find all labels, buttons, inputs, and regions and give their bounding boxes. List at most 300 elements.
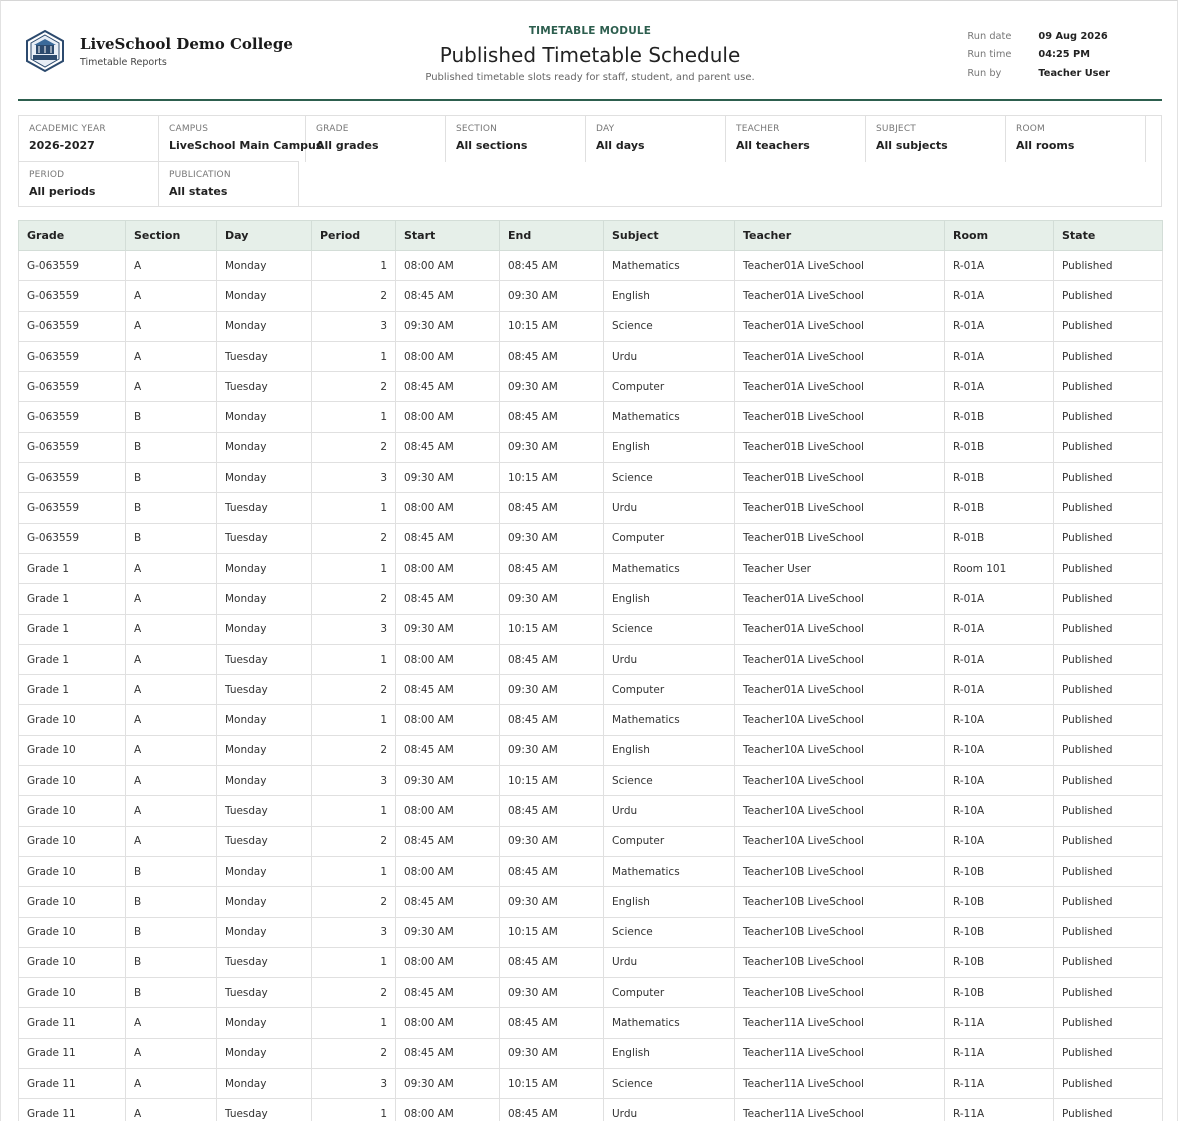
cell-teacher: Teacher10A LiveSchool — [735, 766, 945, 796]
cell-state: Published — [1054, 887, 1163, 917]
cell-period: 2 — [312, 584, 396, 614]
cell-day: Monday — [217, 553, 312, 583]
cell-room: R-01A — [945, 251, 1054, 281]
cell-start: 08:45 AM — [396, 372, 500, 402]
cell-subject: Science — [604, 614, 735, 644]
cell-state: Published — [1054, 1099, 1163, 1121]
cell-day: Monday — [217, 917, 312, 947]
cell-end: 08:45 AM — [500, 856, 604, 886]
cell-room: R-11A — [945, 1069, 1054, 1099]
cell-grade: G-063559 — [19, 432, 126, 462]
cell-section: B — [126, 402, 217, 432]
cell-start: 08:00 AM — [396, 644, 500, 674]
column-header-teacher: Teacher — [735, 221, 945, 251]
cell-day: Monday — [217, 311, 312, 341]
cell-state: Published — [1054, 372, 1163, 402]
cell-grade: G-063559 — [19, 493, 126, 523]
cell-section: A — [126, 584, 217, 614]
cell-grade: G-063559 — [19, 341, 126, 371]
cell-teacher: Teacher10B LiveSchool — [735, 917, 945, 947]
cell-day: Monday — [217, 432, 312, 462]
cell-state: Published — [1054, 251, 1163, 281]
cell-state: Published — [1054, 1008, 1163, 1038]
cell-start: 09:30 AM — [396, 311, 500, 341]
filter-label: PERIOD — [29, 170, 65, 180]
cell-state: Published — [1054, 281, 1163, 311]
cell-state: Published — [1054, 402, 1163, 432]
cell-section: A — [126, 1008, 217, 1038]
cell-teacher: Teacher10A LiveSchool — [735, 735, 945, 765]
column-header-state: State — [1054, 221, 1163, 251]
cell-period: 2 — [312, 432, 396, 462]
cell-room: Room 101 — [945, 553, 1054, 583]
cell-period: 2 — [312, 735, 396, 765]
cell-day: Tuesday — [217, 341, 312, 371]
cell-grade: G-063559 — [19, 251, 126, 281]
cell-start: 08:00 AM — [396, 796, 500, 826]
column-header-section: Section — [126, 221, 217, 251]
cell-period: 1 — [312, 796, 396, 826]
cell-grade: Grade 10 — [19, 917, 126, 947]
cell-room: R-01B — [945, 432, 1054, 462]
cell-section: A — [126, 735, 217, 765]
cell-day: Tuesday — [217, 675, 312, 705]
cell-subject: English — [604, 281, 735, 311]
cell-grade: Grade 11 — [19, 1008, 126, 1038]
cell-period: 3 — [312, 311, 396, 341]
cell-section: A — [126, 1069, 217, 1099]
cell-start: 08:00 AM — [396, 341, 500, 371]
cell-end: 08:45 AM — [500, 644, 604, 674]
cell-day: Monday — [217, 614, 312, 644]
cell-end: 09:30 AM — [500, 372, 604, 402]
cell-grade: G-063559 — [19, 463, 126, 493]
cell-end: 09:30 AM — [500, 826, 604, 856]
cell-subject: English — [604, 735, 735, 765]
table-row — [19, 675, 1163, 705]
table-row — [19, 251, 1163, 281]
cell-day: Monday — [217, 251, 312, 281]
cell-room: R-10A — [945, 826, 1054, 856]
filter-value: All rooms — [1016, 139, 1075, 152]
cell-section: B — [126, 856, 217, 886]
cell-state: Published — [1054, 735, 1163, 765]
cell-grade: G-063559 — [19, 311, 126, 341]
filter-value: 2026-2027 — [29, 139, 95, 152]
cell-day: Tuesday — [217, 978, 312, 1008]
cell-teacher: Teacher01B LiveSchool — [735, 432, 945, 462]
cell-day: Monday — [217, 856, 312, 886]
filter-room — [1006, 116, 1146, 162]
cell-teacher: Teacher User — [735, 553, 945, 583]
column-header-room: Room — [945, 221, 1054, 251]
cell-grade: Grade 1 — [19, 584, 126, 614]
cell-teacher: Teacher10A LiveSchool — [735, 826, 945, 856]
filter-period — [19, 161, 159, 207]
cell-period: 1 — [312, 947, 396, 977]
table-row — [19, 1099, 1163, 1121]
module-label: TIMETABLE MODULE — [528, 25, 652, 37]
cell-teacher: Teacher10A LiveSchool — [735, 796, 945, 826]
college-name: LiveSchool Demo College — [80, 34, 293, 53]
cell-end: 08:45 AM — [500, 402, 604, 432]
cell-end: 10:15 AM — [500, 917, 604, 947]
cell-teacher: Teacher01B LiveSchool — [735, 463, 945, 493]
cell-room: R-01A — [945, 675, 1054, 705]
cell-grade: G-063559 — [19, 281, 126, 311]
cell-day: Tuesday — [217, 493, 312, 523]
cell-teacher: Teacher01B LiveSchool — [735, 493, 945, 523]
filter-value: All grades — [316, 139, 379, 152]
cell-start: 08:45 AM — [396, 432, 500, 462]
cell-period: 2 — [312, 281, 396, 311]
cell-teacher: Teacher01A LiveSchool — [735, 584, 945, 614]
table-row — [19, 917, 1163, 947]
cell-start: 08:00 AM — [396, 705, 500, 735]
cell-day: Tuesday — [217, 523, 312, 553]
cell-end: 08:45 AM — [500, 705, 604, 735]
cell-subject: English — [604, 432, 735, 462]
cell-section: A — [126, 614, 217, 644]
table-row — [19, 432, 1163, 462]
cell-teacher: Teacher01A LiveSchool — [735, 341, 945, 371]
cell-section: A — [126, 675, 217, 705]
table-row — [19, 463, 1163, 493]
cell-end: 08:45 AM — [500, 341, 604, 371]
cell-end: 09:30 AM — [500, 887, 604, 917]
cell-section: B — [126, 523, 217, 553]
run-date-value: 09 Aug 2026 — [1038, 30, 1108, 42]
cell-end: 10:15 AM — [500, 766, 604, 796]
cell-teacher: Teacher01B LiveSchool — [735, 523, 945, 553]
cell-state: Published — [1054, 978, 1163, 1008]
cell-end: 09:30 AM — [500, 523, 604, 553]
cell-room: R-10A — [945, 766, 1054, 796]
cell-state: Published — [1054, 796, 1163, 826]
cell-teacher: Teacher10B LiveSchool — [735, 887, 945, 917]
cell-start: 09:30 AM — [396, 614, 500, 644]
table-row — [19, 826, 1163, 856]
column-header-end: End — [500, 221, 604, 251]
cell-teacher: Teacher10A LiveSchool — [735, 705, 945, 735]
cell-start: 08:45 AM — [396, 281, 500, 311]
cell-period: 2 — [312, 1038, 396, 1068]
table-row — [19, 947, 1163, 977]
filter-subject — [866, 116, 1006, 162]
cell-section: A — [126, 705, 217, 735]
cell-subject: Urdu — [604, 493, 735, 523]
cell-state: Published — [1054, 1069, 1163, 1099]
cell-teacher: Teacher11A LiveSchool — [735, 1069, 945, 1099]
cell-period: 1 — [312, 1008, 396, 1038]
cell-day: Monday — [217, 705, 312, 735]
cell-room: R-11A — [945, 1038, 1054, 1068]
filter-campus — [159, 116, 323, 162]
cell-state: Published — [1054, 311, 1163, 341]
cell-teacher: Teacher01A LiveSchool — [735, 281, 945, 311]
filter-academic-year — [19, 116, 159, 162]
table-row — [19, 402, 1163, 432]
table-row — [19, 523, 1163, 553]
filter-label: DAY — [596, 124, 615, 134]
cell-teacher: Teacher01A LiveSchool — [735, 311, 945, 341]
cell-period: 2 — [312, 675, 396, 705]
cell-grade: Grade 1 — [19, 675, 126, 705]
cell-section: B — [126, 493, 217, 523]
filter-value: All sections — [456, 139, 528, 152]
cell-room: R-10A — [945, 796, 1054, 826]
cell-period: 1 — [312, 493, 396, 523]
cell-grade: Grade 10 — [19, 947, 126, 977]
cell-period: 1 — [312, 1099, 396, 1121]
page-title: Published Timetable Schedule — [439, 43, 741, 67]
cell-room: R-01A — [945, 614, 1054, 644]
cell-day: Monday — [217, 766, 312, 796]
cell-state: Published — [1054, 856, 1163, 886]
table-row — [19, 735, 1163, 765]
cell-section: A — [126, 311, 217, 341]
column-header-start: Start — [396, 221, 500, 251]
cell-end: 08:45 AM — [500, 251, 604, 281]
cell-grade: Grade 10 — [19, 826, 126, 856]
cell-grade: Grade 11 — [19, 1099, 126, 1121]
cell-subject: Science — [604, 917, 735, 947]
filter-section — [446, 116, 586, 162]
cell-subject: Mathematics — [604, 553, 735, 583]
cell-room: R-11A — [945, 1008, 1054, 1038]
cell-period: 1 — [312, 251, 396, 281]
cell-start: 08:45 AM — [396, 735, 500, 765]
cell-section: A — [126, 826, 217, 856]
filter-label: SECTION — [456, 124, 498, 134]
cell-section: A — [126, 251, 217, 281]
cell-room: R-10A — [945, 705, 1054, 735]
cell-state: Published — [1054, 493, 1163, 523]
cell-end: 09:30 AM — [500, 675, 604, 705]
filter-value: All teachers — [736, 139, 810, 152]
cell-day: Tuesday — [217, 1099, 312, 1121]
cell-start: 08:00 AM — [396, 856, 500, 886]
run-by-label: Run by — [967, 67, 1002, 79]
cell-teacher: Teacher10B LiveSchool — [735, 978, 945, 1008]
cell-day: Monday — [217, 887, 312, 917]
cell-period: 3 — [312, 614, 396, 644]
filter-value: All periods — [29, 185, 96, 198]
cell-state: Published — [1054, 705, 1163, 735]
cell-state: Published — [1054, 917, 1163, 947]
table-row — [19, 372, 1163, 402]
cell-end: 10:15 AM — [500, 1069, 604, 1099]
cell-state: Published — [1054, 553, 1163, 583]
cell-room: R-10B — [945, 887, 1054, 917]
cell-teacher: Teacher11A LiveSchool — [735, 1038, 945, 1068]
table-row — [19, 796, 1163, 826]
cell-day: Tuesday — [217, 947, 312, 977]
cell-day: Monday — [217, 584, 312, 614]
cell-start: 08:00 AM — [396, 402, 500, 432]
cell-section: A — [126, 372, 217, 402]
column-header-period: Period — [312, 221, 396, 251]
cell-grade: G-063559 — [19, 402, 126, 432]
cell-section: B — [126, 917, 217, 947]
cell-day: Monday — [217, 281, 312, 311]
cell-day: Monday — [217, 402, 312, 432]
cell-start: 08:45 AM — [396, 675, 500, 705]
table-row — [19, 311, 1163, 341]
cell-day: Monday — [217, 1038, 312, 1068]
cell-start: 08:00 AM — [396, 1008, 500, 1038]
cell-period: 1 — [312, 856, 396, 886]
cell-day: Tuesday — [217, 372, 312, 402]
cell-end: 08:45 AM — [500, 493, 604, 523]
cell-subject: English — [604, 887, 735, 917]
cell-start: 08:00 AM — [396, 553, 500, 583]
cell-subject: Mathematics — [604, 402, 735, 432]
cell-state: Published — [1054, 614, 1163, 644]
cell-grade: Grade 10 — [19, 766, 126, 796]
cell-period: 3 — [312, 766, 396, 796]
filter-label: TEACHER — [736, 124, 780, 134]
cell-end: 09:30 AM — [500, 978, 604, 1008]
cell-period: 1 — [312, 705, 396, 735]
cell-grade: Grade 10 — [19, 796, 126, 826]
cell-subject: Science — [604, 766, 735, 796]
cell-end: 10:15 AM — [500, 463, 604, 493]
table-row — [19, 856, 1163, 886]
column-header-subject: Subject — [604, 221, 735, 251]
cell-room: R-01B — [945, 463, 1054, 493]
filter-label: SUBJECT — [876, 124, 916, 134]
report-category: Timetable Reports — [80, 56, 167, 68]
cell-subject: Computer — [604, 978, 735, 1008]
run-info — [967, 27, 1110, 83]
filter-label: ACADEMIC YEAR — [29, 124, 106, 134]
cell-period: 3 — [312, 463, 396, 493]
cell-section: A — [126, 766, 217, 796]
cell-start: 09:30 AM — [396, 917, 500, 947]
cell-subject: Urdu — [604, 947, 735, 977]
cell-period: 3 — [312, 917, 396, 947]
cell-section: B — [126, 978, 217, 1008]
run-info-row — [967, 64, 1110, 83]
table-row — [19, 614, 1163, 644]
cell-state: Published — [1054, 826, 1163, 856]
cell-start: 08:45 AM — [396, 523, 500, 553]
cell-start: 08:45 AM — [396, 887, 500, 917]
cell-subject: Science — [604, 1069, 735, 1099]
filter-label: PUBLICATION — [169, 170, 231, 180]
cell-room: R-01B — [945, 402, 1054, 432]
cell-subject: Mathematics — [604, 251, 735, 281]
cell-subject: Science — [604, 311, 735, 341]
cell-end: 10:15 AM — [500, 311, 604, 341]
cell-period: 3 — [312, 1069, 396, 1099]
cell-end: 08:45 AM — [500, 1099, 604, 1121]
cell-grade: G-063559 — [19, 523, 126, 553]
filter-grade — [306, 116, 446, 162]
cell-subject: Science — [604, 463, 735, 493]
table-row — [19, 584, 1163, 614]
cell-teacher: Teacher01A LiveSchool — [735, 675, 945, 705]
cell-subject: Mathematics — [604, 705, 735, 735]
filter-publication — [159, 161, 299, 207]
filter-value: All subjects — [876, 139, 948, 152]
run-info-row — [967, 46, 1110, 65]
cell-room: R-10B — [945, 917, 1054, 947]
cell-day: Monday — [217, 463, 312, 493]
cell-start: 08:00 AM — [396, 251, 500, 281]
cell-state: Published — [1054, 432, 1163, 462]
cell-section: B — [126, 432, 217, 462]
cell-room: R-10B — [945, 856, 1054, 886]
cell-state: Published — [1054, 584, 1163, 614]
filter-label: ROOM — [1016, 124, 1045, 134]
cell-state: Published — [1054, 766, 1163, 796]
cell-section: A — [126, 553, 217, 583]
cell-section: A — [126, 796, 217, 826]
cell-subject: Computer — [604, 372, 735, 402]
cell-subject: Mathematics — [604, 856, 735, 886]
cell-start: 08:45 AM — [396, 584, 500, 614]
cell-start: 09:30 AM — [396, 766, 500, 796]
cell-room: R-10B — [945, 947, 1054, 977]
cell-section: B — [126, 947, 217, 977]
cell-period: 2 — [312, 887, 396, 917]
table-header-row — [19, 221, 1163, 251]
run-info-row — [967, 27, 1110, 46]
cell-room: R-01A — [945, 281, 1054, 311]
table-row — [19, 978, 1163, 1008]
table-row — [19, 766, 1163, 796]
filter-label: GRADE — [316, 124, 349, 134]
timetable-table-wrap — [18, 220, 1162, 1121]
cell-grade: Grade 1 — [19, 553, 126, 583]
cell-room: R-10B — [945, 978, 1054, 1008]
filter-label: CAMPUS — [169, 124, 209, 134]
cell-subject: Urdu — [604, 341, 735, 371]
cell-teacher: Teacher11A LiveSchool — [735, 1099, 945, 1121]
cell-state: Published — [1054, 947, 1163, 977]
page-description: Published timetable slots ready for staff, student, and parent use. — [425, 72, 755, 83]
table-row — [19, 1038, 1163, 1068]
filter-teacher — [726, 116, 866, 162]
cell-period: 2 — [312, 523, 396, 553]
cell-room: R-01A — [945, 584, 1054, 614]
cell-period: 1 — [312, 644, 396, 674]
table-body — [19, 251, 1163, 1121]
cell-subject: Computer — [604, 826, 735, 856]
cell-end: 08:45 AM — [500, 947, 604, 977]
cell-subject: Mathematics — [604, 1008, 735, 1038]
cell-teacher: Teacher01B LiveSchool — [735, 402, 945, 432]
cell-teacher: Teacher01A LiveSchool — [735, 251, 945, 281]
cell-section: A — [126, 1099, 217, 1121]
cell-period: 2 — [312, 826, 396, 856]
cell-period: 1 — [312, 553, 396, 583]
cell-room: R-01A — [945, 644, 1054, 674]
column-header-grade: Grade — [19, 221, 126, 251]
cell-state: Published — [1054, 1038, 1163, 1068]
cell-day: Tuesday — [217, 826, 312, 856]
filter-day — [586, 116, 726, 162]
cell-subject: Urdu — [604, 644, 735, 674]
cell-end: 09:30 AM — [500, 432, 604, 462]
table-row — [19, 1069, 1163, 1099]
cell-room: R-01B — [945, 523, 1054, 553]
cell-end: 08:45 AM — [500, 553, 604, 583]
cell-subject: Computer — [604, 523, 735, 553]
cell-state: Published — [1054, 675, 1163, 705]
